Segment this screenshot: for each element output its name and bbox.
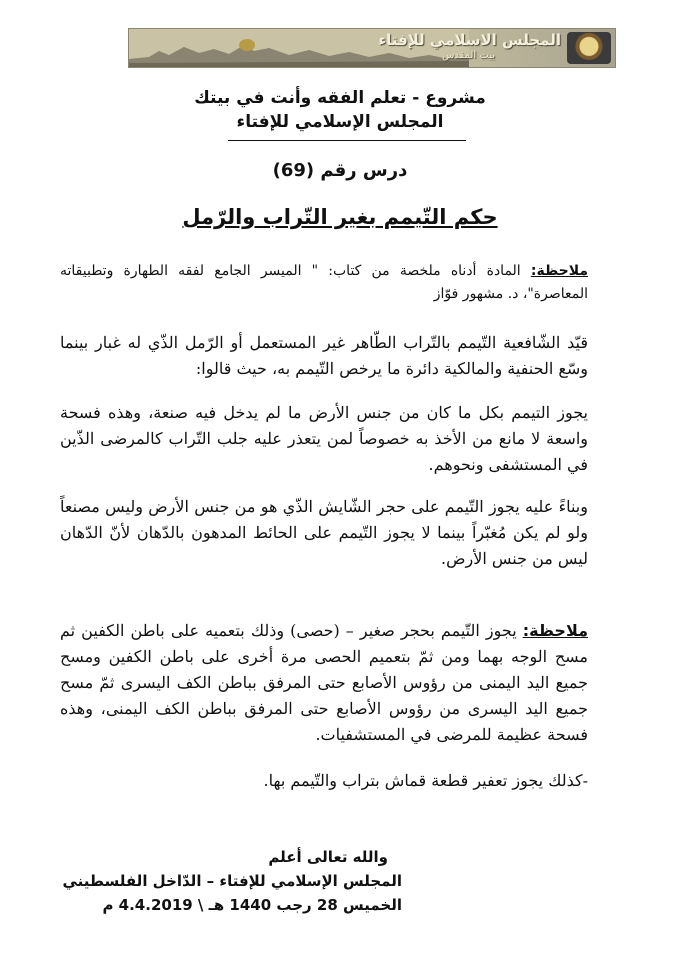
paragraph-1: قيّد الشّافعية التّيمم بالتّراب الطّاهر غير المستعمل أو الرّمل الذّي له غبار بينما وسّع الحنفية والمالكية دائرة ما يرخص التّيمم به، حيث قالوا: (60, 333, 588, 378)
note-label: ملاحظة: (522, 621, 588, 640)
lesson-title: حكم التّيمم بغير التّراب والرّمل (182, 205, 498, 229)
paragraph-3: وبناءً عليه يجوز التّيمم على حجر الشّايش الذّي هو من جنس الأرض وليس مصنعاً ولو لم يكن مُغبّراً بينما لا يجوز التّيمم على الحائط المدهون بالدّهان لأنّ الدّهان ليس من جنس الأرض. (60, 497, 588, 568)
signature-council: المجلس الإسلامي للإفتاء – الدّاخل الفلسطيني (62, 872, 402, 890)
note-label: ملاحظة: (530, 263, 588, 279)
lesson-number: درس رقم (69) (272, 160, 408, 181)
pebble-note (60, 618, 588, 748)
paragraph-2: يجوز التيمم بكل ما كان من جنس الأرض ما لم يدخل فيه صنعة، وهذه فسحة واسعة لا مانع من الأخذ به خصوصاً لمن يتعذر عليه جلب التّراب كالمرضى الذّين في المستشفى ونحوهم. (60, 403, 588, 474)
banner-subtitle: بيت المقدس (442, 50, 495, 61)
council-logo-icon (567, 32, 611, 64)
source-note-text: المادة أدناه ملخصة من كتاب: " الميسر الجامع لفقه الطهارة وتطبيقاته المعاصرة"، د. مشهور فوّاز (60, 263, 588, 302)
pebble-note-text: يجوز التّيمم بحجر صغير – (حصى) وذلك بتعميه على باطن الكفين ثم مسح الوجه بهما ومن ثمّ بتعميم الحصى مرة أخرى على باطن الكفين ومسح جميع اليد اليمنى من رؤوس الأصابع حتى المرفق بباطن الكف اليسرى ثمّ مسح جميع اليد اليسرى من رؤوس الأصابع حتى المرفق بباطن الكف اليمنى، وهذه فسحة عظيمة للمرضى في المستشفيات. (60, 621, 588, 744)
signature-date: الخميس 28 رجب 1440 هـ \ 4.4.2019 م (102, 896, 402, 914)
source-note (60, 260, 588, 306)
cloth-note: -كذلك يجوز تعفير قطعة قماش بتراب والتّيمم بها. (263, 771, 588, 790)
header-banner (128, 28, 616, 68)
closing-phrase: والله تعالى أعلم (268, 848, 388, 866)
council-name: المجلس الإسلامي للإفتاء (236, 112, 444, 132)
header-divider (228, 140, 466, 141)
project-title: مشروع - تعلم الفقه وأنت في بيتك (194, 88, 486, 108)
banner-title: المجلس الاسلامي للإفتاء (378, 31, 561, 49)
